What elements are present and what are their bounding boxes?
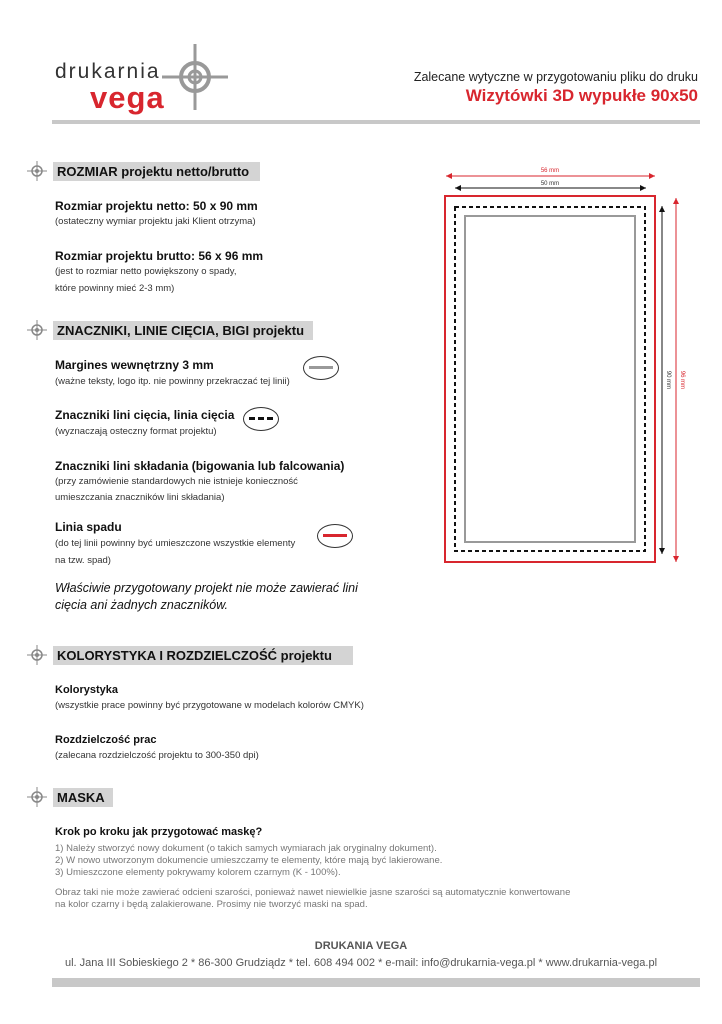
resolution-title: Rozdzielczość prac: [55, 734, 157, 746]
margin-note: (ważne teksty, logo itp. nie powinny przekraczać tej linii): [55, 376, 290, 387]
section-crosshair-icon: [27, 161, 47, 181]
crosshair-logo-icon: [160, 42, 230, 112]
margin-line-icon: [303, 356, 339, 380]
section-heading-mask: MASKA: [53, 788, 113, 807]
cut-marks-title: Znaczniki lini cięcia, linia cięcia: [55, 408, 235, 422]
cut-line-icon: [243, 407, 279, 431]
color-title: Kolorystyka: [55, 684, 118, 696]
bleed-note-2: na tzw. spad): [55, 555, 111, 566]
header-subtitle: Zalecane wytyczne w przygotowaniu pliku do druku: [413, 70, 698, 84]
mask-step-3: 3) Umieszczone elementy pokrywamy kolorem czarnym (K - 100%).: [55, 867, 341, 878]
margin-rect: [465, 216, 635, 542]
logo-text-bottom: vega: [90, 80, 165, 115]
resolution-note: (zalecana rozdzielczość projektu to 300-350 dpi): [55, 750, 259, 761]
header-divider: [52, 120, 700, 124]
footer-address: ul. Jana III Sobieskiego 2 * 86-300 Grudziądz * tel. 608 494 002 * e-mail: info@drukarnia-vega.pl * www.drukarnia-vega.pl: [64, 957, 658, 969]
width-gross-label: 56 mm: [540, 168, 560, 174]
gross-size-title: Rozmiar projektu brutto: 56 x 96 mm: [55, 249, 264, 263]
cut-marks-note: (wyznaczają osteczny format projektu): [55, 426, 217, 437]
fold-marks-note-1: (przy zamówienie standardowych nie istnieje konieczność: [55, 476, 298, 487]
mask-note-2: na kolor czarny i będą zalakierowane. Prosimy nie tworzyć maski na spad.: [55, 899, 368, 910]
section-heading-size: ROZMIAR projektu netto/brutto: [53, 162, 260, 181]
warning-line-1: Właściwie przygotowany projekt nie może zawierać lini: [55, 581, 358, 595]
net-size-note: (ostateczny wymiar projektu jaki Klient otrzyma): [55, 216, 256, 227]
size-diagram: [440, 160, 700, 570]
color-note: (wszystkie prace powinny być przygotowane w modelach kolorów CMYK): [55, 700, 364, 711]
mask-step-2: 2) W nowo utworzonym dokumencie umieszczamy te elementy, które mają być lakierowane.: [55, 855, 443, 866]
gross-size-note-2: które powinny mieć 2-3 mm): [55, 283, 175, 294]
warning-line-2: cięcia ani żadnych znaczników.: [55, 598, 229, 612]
section-crosshair-icon: [27, 787, 47, 807]
page-title: Wizytówki 3D wypukłe 90x50: [465, 86, 698, 105]
section-heading-color: KOLORYSTYKA I ROZDZIELCZOŚĆ projektu: [53, 646, 353, 665]
section-crosshair-icon: [27, 320, 47, 340]
mask-steps-title: Krok po kroku jak przygotować maskę?: [55, 826, 263, 838]
cut-rect: [455, 207, 645, 551]
mask-note-1: Obraz taki nie może zawierać odcieni szarości, ponieważ nawet niewielkie jasne szarości są automatycznie konwertowane: [55, 887, 571, 898]
net-size-title: Rozmiar projektu netto: 50 x 90 mm: [55, 199, 258, 213]
fold-marks-title: Znaczniki lini składania (bigowania lub falcowania): [55, 459, 345, 473]
gross-size-note-1: (jest to rozmiar netto powiększony o spady,: [55, 266, 237, 277]
section-heading-marks: ZNACZNIKI, LINIE CIĘCIA, BIGI projektu: [53, 321, 313, 340]
height-gross-label: 96 mm: [679, 370, 685, 390]
width-net-label: 50 mm: [540, 181, 560, 187]
bleed-note-1: (do tej linii powinny być umieszczone wszystkie elementy: [55, 538, 296, 549]
bleed-line-icon: [317, 524, 353, 548]
bleed-rect: [445, 196, 655, 562]
bleed-title: Linia spadu: [55, 520, 122, 534]
logo-text-top: drukarnia: [55, 60, 161, 83]
margin-title: Margines wewnętrzny 3 mm: [55, 358, 214, 372]
section-crosshair-icon: [27, 645, 47, 665]
fold-marks-note-2: umieszczania znaczników lini składania): [55, 492, 225, 503]
height-net-label: 90 mm: [665, 370, 671, 390]
footer-bar: [52, 978, 700, 987]
mask-step-1: 1) Należy stworzyć nowy dokument (o takich samych wymiarach jak oryginalny dokument).: [55, 843, 437, 854]
footer-company: DRUKANIA VEGA: [314, 940, 408, 952]
